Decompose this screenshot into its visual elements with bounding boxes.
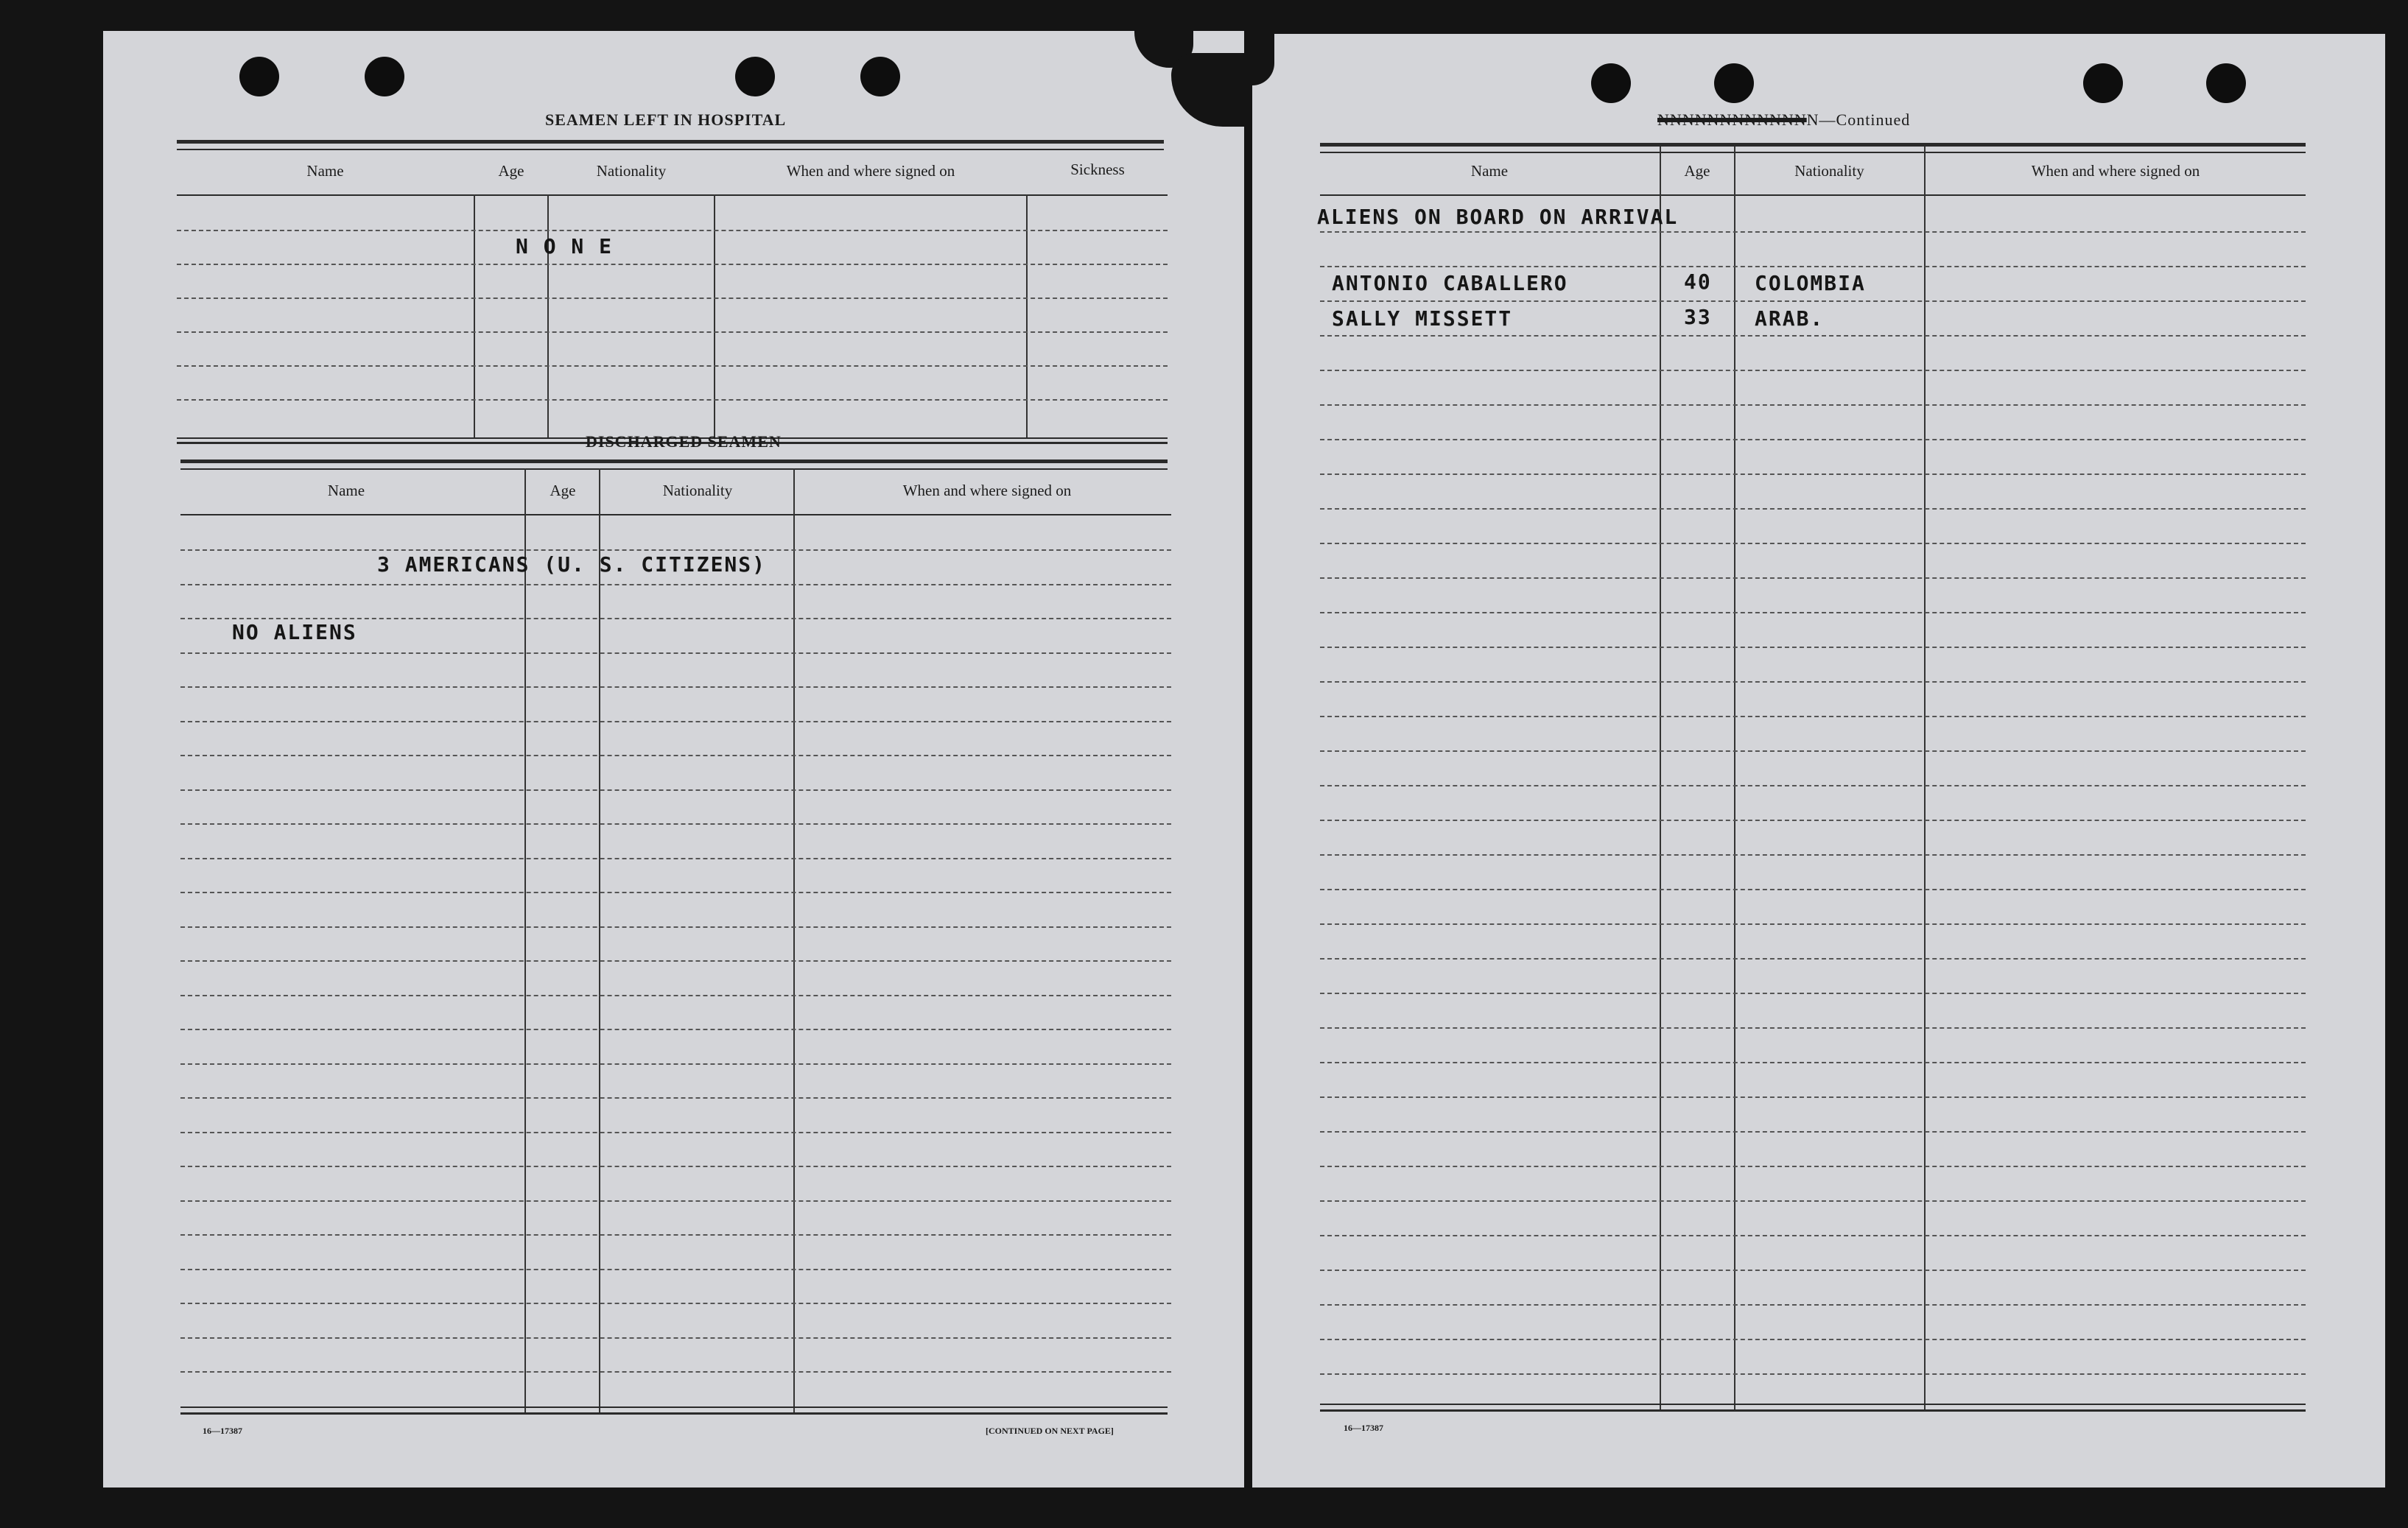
rule bbox=[1320, 143, 2306, 147]
right-page bbox=[1252, 34, 2385, 1487]
ruled-line bbox=[1320, 404, 2306, 406]
ruled-line bbox=[1320, 370, 2306, 371]
ruled-line bbox=[1320, 1270, 2306, 1271]
punch-hole bbox=[1591, 63, 1631, 103]
ruled-line bbox=[180, 1166, 1171, 1167]
form-number: 16—17387 bbox=[1344, 1423, 1383, 1433]
torn-edge bbox=[1171, 53, 1244, 127]
rule bbox=[177, 140, 1164, 144]
ruled-line bbox=[1320, 1166, 2306, 1167]
alien-row-1-age: 40 bbox=[1684, 270, 1712, 294]
ruled-line bbox=[180, 1303, 1171, 1304]
column-divider bbox=[524, 468, 526, 1412]
column-divider bbox=[793, 468, 795, 1412]
punch-hole bbox=[2083, 63, 2123, 103]
ruled-line bbox=[180, 960, 1171, 962]
ruled-line bbox=[1320, 1304, 2306, 1306]
aliens-header-name: Name bbox=[1470, 162, 1509, 180]
ruled-line bbox=[1320, 543, 2306, 544]
ruled-line bbox=[180, 1097, 1171, 1099]
ruled-line bbox=[1320, 1200, 2306, 1202]
alien-row-2-age: 33 bbox=[1684, 305, 1712, 329]
ruled-line bbox=[1320, 716, 2306, 717]
ruled-line bbox=[1320, 820, 2306, 821]
ruled-line bbox=[177, 331, 1168, 333]
ruled-line bbox=[177, 365, 1168, 367]
discharged-header-age: Age bbox=[550, 482, 576, 499]
alien-row-2-name: SALLY MISSETT bbox=[1332, 306, 1513, 331]
aliens-header-nationality: Nationality bbox=[1794, 162, 1864, 180]
hospital-header-age: Age bbox=[498, 162, 524, 180]
rule bbox=[1320, 152, 2306, 153]
discharged-entry-no-aliens: NO ALIENS bbox=[232, 620, 357, 644]
punch-hole bbox=[239, 57, 279, 96]
column-divider bbox=[599, 468, 600, 1412]
discharged-header-nationality: Nationality bbox=[662, 482, 733, 499]
ruled-line bbox=[177, 230, 1168, 231]
ruled-line bbox=[1320, 439, 2306, 440]
ruled-line bbox=[1320, 1373, 2306, 1375]
punch-hole bbox=[1714, 63, 1754, 103]
punch-hole bbox=[2206, 63, 2246, 103]
ruled-line bbox=[180, 549, 1171, 551]
discharged-header-name: Name bbox=[327, 482, 365, 499]
ruled-line bbox=[1320, 335, 2306, 337]
ruled-line bbox=[180, 1234, 1171, 1236]
ruled-line bbox=[1320, 231, 2306, 233]
alien-row-1-nationality: COLOMBIA bbox=[1755, 271, 1866, 295]
page-title bbox=[1657, 110, 1910, 130]
ruled-line bbox=[1320, 785, 2306, 786]
ruled-line bbox=[180, 858, 1171, 859]
rule bbox=[180, 460, 1168, 463]
ruled-line bbox=[180, 1132, 1171, 1133]
ruled-line bbox=[1320, 1235, 2306, 1236]
ruled-line bbox=[180, 1063, 1171, 1065]
ruled-line bbox=[180, 755, 1171, 756]
rule bbox=[1320, 194, 2306, 196]
ruled-line bbox=[180, 686, 1171, 688]
ruled-line bbox=[180, 652, 1171, 654]
aliens-header-signed-on: When and where signed on bbox=[2031, 162, 2200, 180]
hospital-title: SEAMEN LEFT IN HOSPITAL bbox=[545, 110, 787, 129]
hospital-none-entry: N O N E bbox=[516, 234, 614, 258]
rule bbox=[177, 149, 1164, 150]
ruled-line bbox=[1320, 1062, 2306, 1063]
ruled-line bbox=[1320, 923, 2306, 925]
hospital-header-sickness: Sickness bbox=[1070, 161, 1125, 178]
ruled-line bbox=[1320, 993, 2306, 994]
torn-edge bbox=[1252, 34, 1274, 85]
ruled-line bbox=[177, 264, 1168, 265]
ruled-line bbox=[1320, 300, 2306, 302]
ruled-line bbox=[180, 892, 1171, 893]
rule bbox=[177, 194, 1168, 196]
rule bbox=[180, 468, 1168, 470]
page-title-suffix: N—Continued bbox=[1806, 110, 1911, 129]
rule bbox=[1320, 1404, 2306, 1405]
aliens-section-label: ALIENS ON BOARD ON ARRIVAL bbox=[1317, 205, 1679, 229]
punch-hole bbox=[860, 57, 900, 96]
form-number: 16—17387 bbox=[203, 1426, 242, 1436]
punch-hole bbox=[365, 57, 404, 96]
ruled-line bbox=[180, 618, 1171, 619]
hospital-header-signed-on: When and where signed on bbox=[786, 162, 955, 180]
ruled-line bbox=[180, 1029, 1171, 1030]
hospital-header-name: Name bbox=[306, 162, 344, 180]
ruled-line bbox=[1320, 889, 2306, 890]
rule bbox=[180, 1412, 1168, 1415]
ruled-line bbox=[1320, 1339, 2306, 1340]
ruled-line bbox=[180, 1371, 1171, 1373]
ruled-line bbox=[1320, 750, 2306, 752]
ruled-line bbox=[1320, 473, 2306, 475]
ruled-line bbox=[180, 1200, 1171, 1202]
discharged-title: DISCHARGED SEAMEN bbox=[586, 432, 782, 451]
ruled-line bbox=[1320, 1131, 2306, 1133]
ruled-line bbox=[177, 399, 1168, 401]
hospital-header-nationality: Nationality bbox=[596, 162, 667, 180]
ruled-line bbox=[180, 584, 1171, 585]
ruled-line bbox=[1320, 1027, 2306, 1029]
rule bbox=[180, 514, 1171, 515]
alien-row-2-nationality: ARAB. bbox=[1755, 306, 1825, 331]
ruled-line bbox=[1320, 647, 2306, 648]
ruled-line bbox=[177, 297, 1168, 299]
continued-note: [CONTINUED ON NEXT PAGE] bbox=[986, 1426, 1114, 1436]
page-title-struck: NNNNNNNNNNNN bbox=[1657, 110, 1807, 129]
ruled-line bbox=[1320, 577, 2306, 579]
ruled-line bbox=[1320, 508, 2306, 510]
ruled-line bbox=[180, 823, 1171, 825]
ruled-line bbox=[180, 926, 1171, 928]
punch-hole bbox=[735, 57, 775, 96]
ruled-line bbox=[180, 721, 1171, 722]
ruled-line bbox=[1320, 854, 2306, 856]
ruled-line bbox=[1320, 266, 2306, 267]
discharged-header-signed-on: When and where signed on bbox=[902, 482, 1072, 499]
ruled-line bbox=[180, 995, 1171, 996]
alien-row-1-name: ANTONIO CABALLERO bbox=[1332, 271, 1568, 295]
ruled-line bbox=[180, 1337, 1171, 1339]
ruled-line bbox=[1320, 612, 2306, 613]
ruled-line bbox=[180, 789, 1171, 791]
rule bbox=[180, 1406, 1168, 1408]
left-page bbox=[103, 31, 1244, 1487]
discharged-entry-americans: 3 AMERICANS (U. S. CITIZENS) bbox=[377, 552, 767, 577]
ruled-line bbox=[1320, 1096, 2306, 1098]
aliens-header-age: Age bbox=[1684, 162, 1710, 180]
ruled-line bbox=[180, 1269, 1171, 1270]
ruled-line bbox=[1320, 958, 2306, 960]
rule bbox=[1320, 1409, 2306, 1412]
ruled-line bbox=[1320, 681, 2306, 683]
